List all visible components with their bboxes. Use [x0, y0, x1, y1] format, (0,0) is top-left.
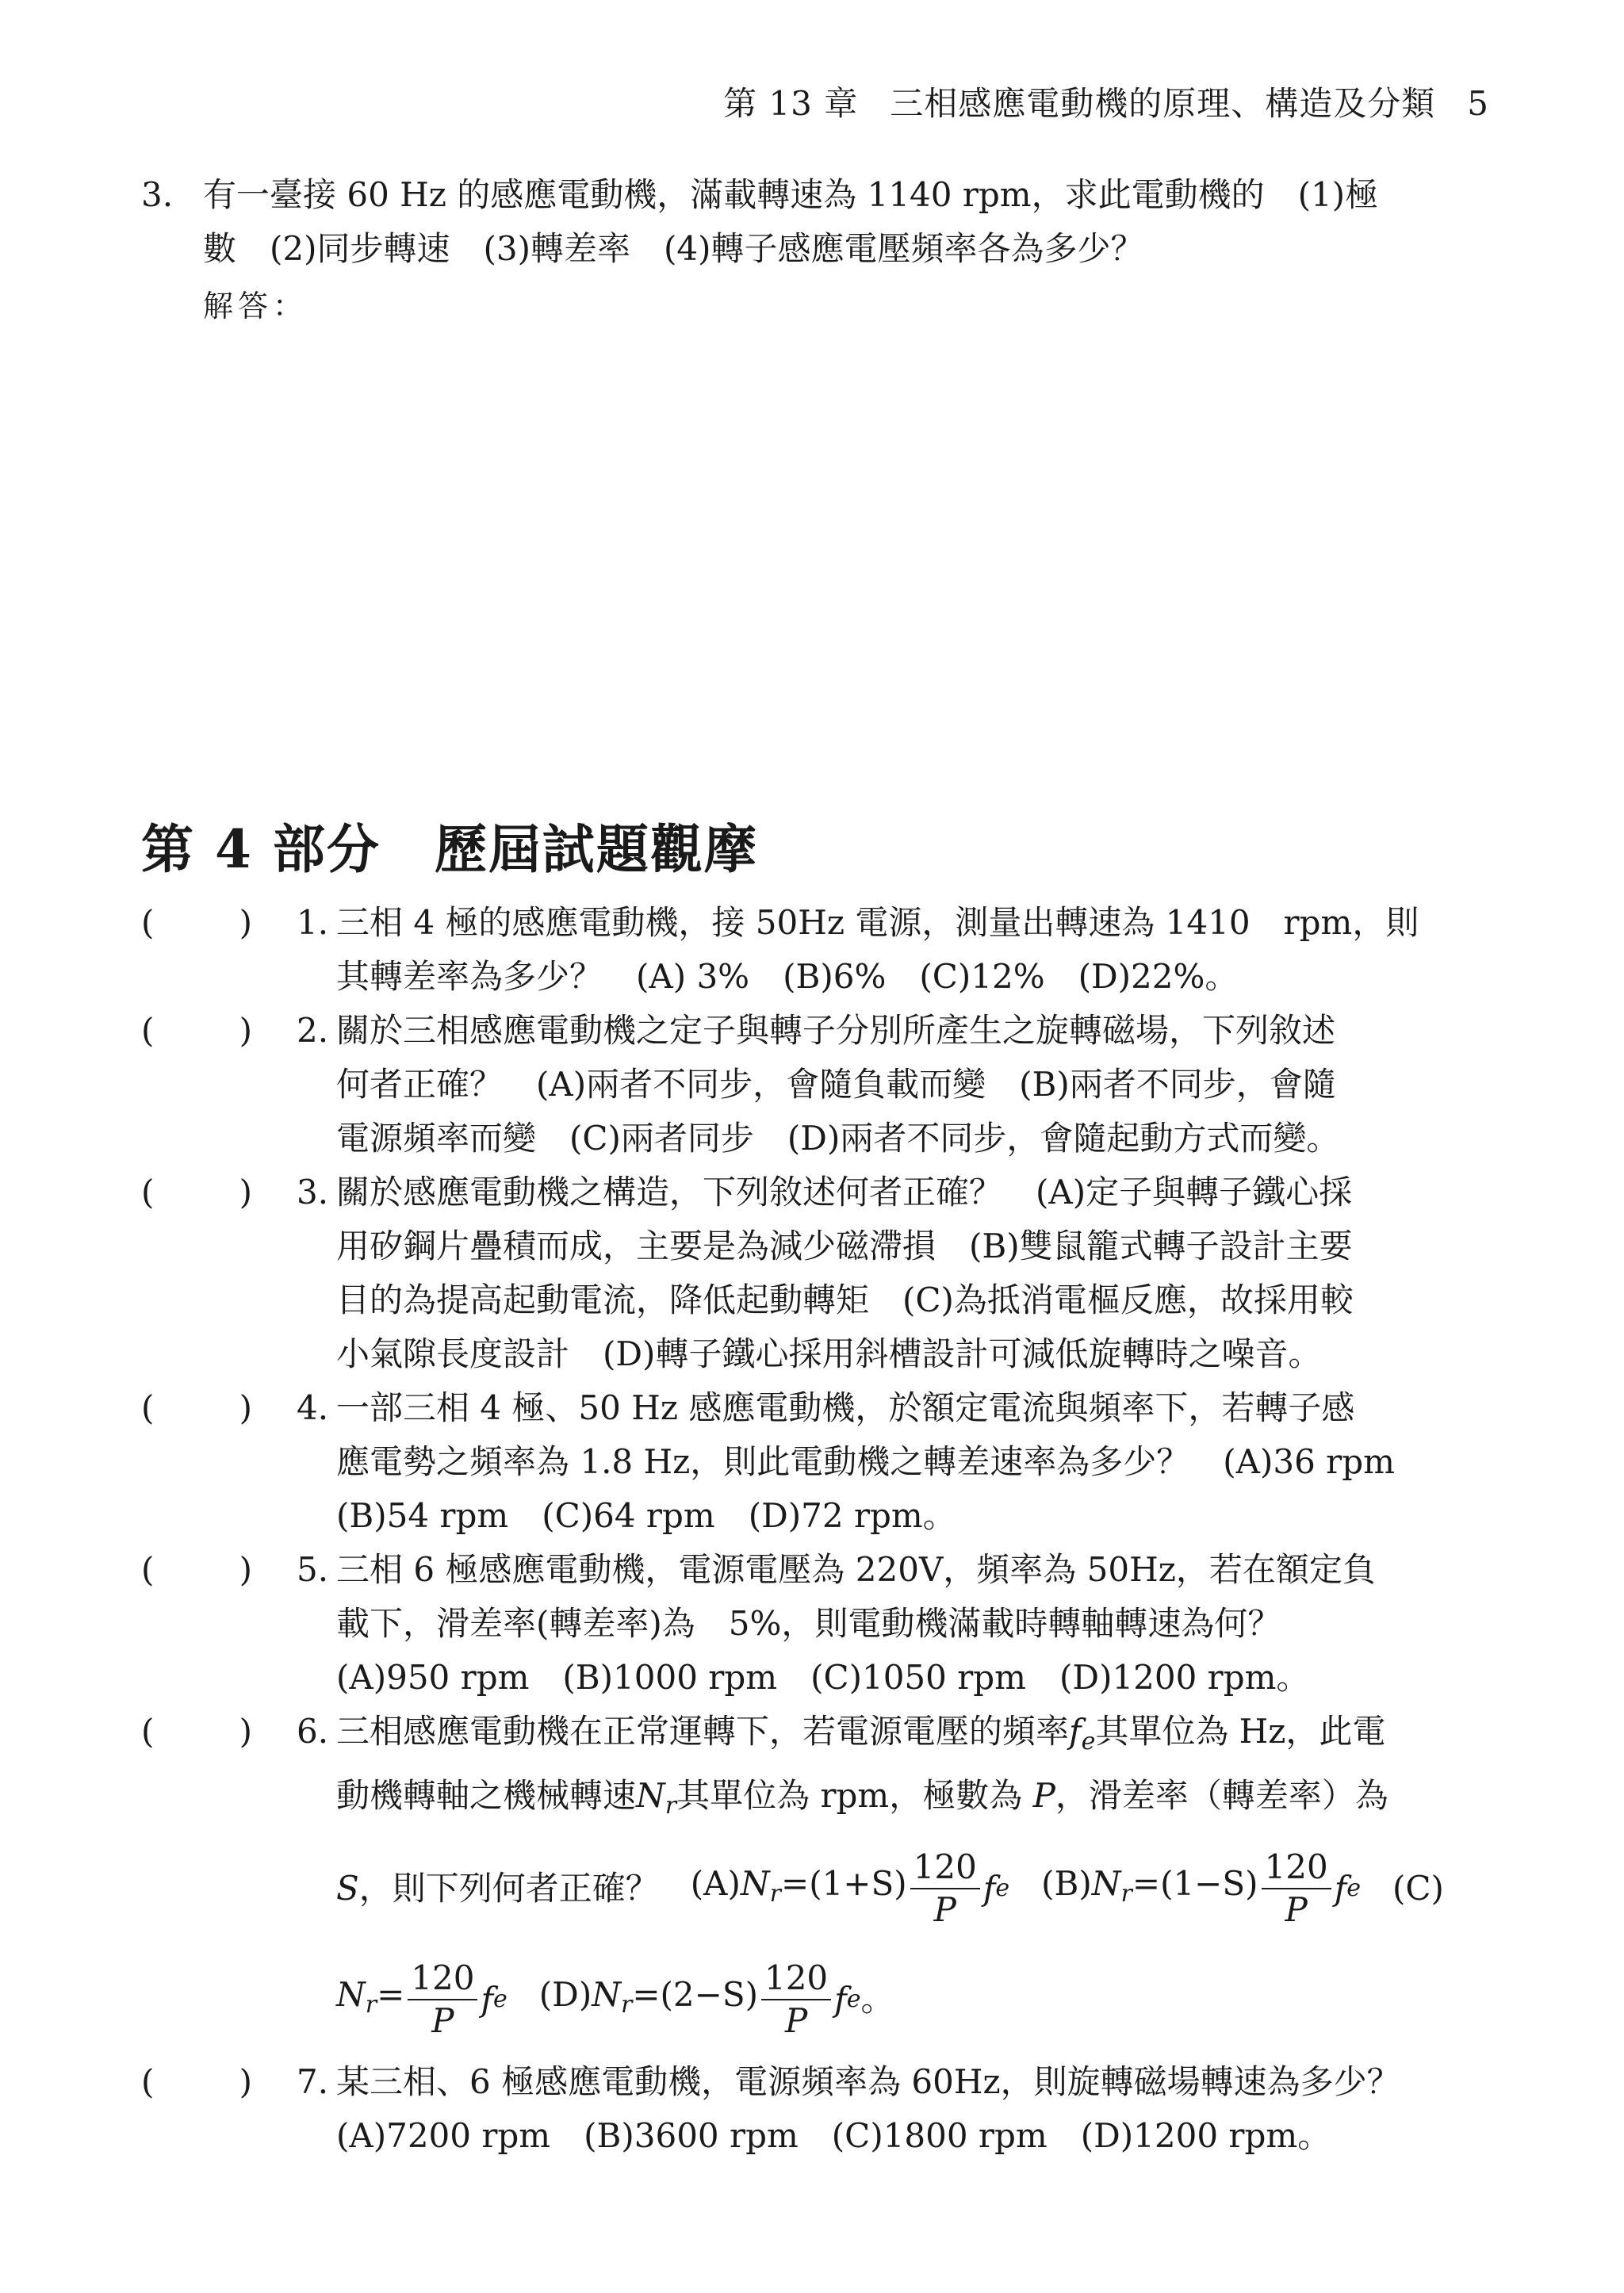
header-title: 三相感應電動機的原理、構造及分類 — [890, 84, 1436, 123]
question-line: 三相感應電動機在正常運轉下，若電源電壓的頻率$f_e$其單位為 Hz，此電 — [336, 1712, 1386, 1755]
question-number: 7. — [297, 2062, 329, 2101]
option-d: $(D)N_r=(2-S)$ — [538, 1974, 758, 2019]
question-number: 3. — [297, 1173, 329, 1212]
page-number: 5 — [1467, 84, 1489, 123]
exercise-number: 3. — [141, 175, 174, 214]
question-line: 動機轉軸之機械轉速$N_r$其單位為 rpm，極數為 P，滑差率（轉差率）為 — [336, 1776, 1388, 1820]
question-item — [141, 1166, 1489, 1381]
question-line: 關於三相感應電動機之定子與轉子分別所產生之旋轉磁場，下列敘述 — [336, 1011, 1336, 1050]
answer-blank: ( ) — [141, 2062, 252, 2101]
question-number: 5. — [297, 1550, 329, 1589]
question-number: 1. — [297, 903, 329, 942]
header-chapter: 第 13 章 — [723, 84, 859, 123]
question-item — [141, 2055, 1489, 2163]
question-item — [141, 1381, 1489, 1543]
formula-line: S ，則下列何者正確？ $(A)N_r=(1+S)$ $\frac{120}{P}$ f e $(B)N_r=(1-S)$ $\frac{120}{P}$ f e (C) — [336, 1847, 1444, 1929]
question-list — [141, 896, 1489, 2163]
option-c-label: (C) — [1392, 1869, 1444, 1908]
question-line: 何者正確？ (A)兩者不同步，會隨負載而變 (B)兩者不同步，會隨 — [336, 1065, 1336, 1104]
question-line: 小氣隙長度設計 (D)轉子鐵心採用斜槽設計可減低旋轉時之噪音。 — [336, 1334, 1322, 1373]
question-line: 目的為提高起動電流，降低起動轉矩 (C)為抵消電樞反應，故採用較 — [336, 1280, 1354, 1319]
question-number: 2. — [297, 1011, 329, 1050]
running-header — [723, 78, 1489, 125]
question-line: (A)950 rpm (B)1000 rpm (C)1050 rpm (D)1200 rpm。 — [336, 1658, 1310, 1697]
question-line: 某三相、6 極感應電動機，電源頻率為 60Hz，則旋轉磁場轉速為多少？ — [336, 2062, 1400, 2101]
answer-blank: ( ) — [141, 1011, 252, 1050]
exercise-line-1: 有一臺接 60 Hz 的感應電動機，滿載轉速為 1140 rpm，求此電動機的 (1)極 — [203, 175, 1379, 214]
question-line: 關於感應電動機之構造，下列敘述何者正確？ (A)定子與轉子鐵心採 — [336, 1173, 1353, 1212]
answer-blank: ( ) — [141, 1388, 252, 1427]
section-title: 第 4 部分 歷屆試題觀摩 — [141, 818, 758, 880]
option-b: $(B)N_r=(1-S)$ — [1041, 1863, 1258, 1908]
answer-blank: ( ) — [141, 1173, 252, 1212]
question-item — [141, 1004, 1489, 1166]
question-line: (B)54 rpm (C)64 rpm (D)72 rpm。 — [336, 1496, 956, 1535]
answer-blank: ( ) — [141, 903, 252, 942]
option-a: $(A)N_r=(1+S)$ — [690, 1863, 907, 1908]
formula-line: $N_r=$ $\frac{120}{P}$ f e $(D)N_r=(2-S)$ $\frac{120}{P}$ f e 。 — [336, 1958, 894, 2040]
question-line: 電源頻率而變 (C)兩者同步 (D)兩者不同步，會隨起動方式而變。 — [336, 1119, 1340, 1158]
question-number: 6. — [297, 1712, 329, 1751]
question-item — [141, 896, 1489, 1004]
question-item — [141, 1543, 1489, 1705]
question-number: 4. — [297, 1388, 329, 1427]
question-line: 三相 6 極感應電動機，電源電壓為 220V，頻率為 50Hz，若在額定負 — [336, 1550, 1376, 1589]
exercise-line-2: 數 (2)同步轉速 (3)轉差率 (4)轉子感應電壓頻率各為多少？ — [203, 229, 1144, 268]
option-c: $N_r=$ — [336, 1974, 405, 2019]
question-line: 其轉差率為多少？ (A) 3% (B)6% (C)12% (D)22%。 — [336, 957, 1239, 996]
answer-blank: ( ) — [141, 1550, 252, 1589]
question-line: 載下，滑差率(轉差率)為 5%，則電動機滿載時轉軸轉速為何？ — [336, 1604, 1281, 1643]
question-line: 應電勢之頻率為 1.8 Hz，則此電動機之轉差速率為多少？ (A)36 rpm — [336, 1442, 1395, 1481]
fraction: $\frac{120}{P}$ — [1262, 1847, 1331, 1931]
fraction: $\frac{120}{P}$ — [910, 1847, 980, 1931]
answer-blank: ( ) — [141, 1712, 252, 1751]
question-line: 一部三相 4 極、50 Hz 感應電動機，於額定電流與頻率下，若轉子感 — [336, 1388, 1355, 1427]
exercise-question — [141, 168, 1489, 333]
answer-label: 解答： — [203, 289, 308, 323]
question-line: 用矽鋼片疊積而成，主要是為減少磁滯損 (B)雙鼠籠式轉子設計主要 — [336, 1227, 1353, 1265]
fraction: $\frac{120}{P}$ — [761, 1958, 831, 2042]
question-line: 三相 4 極的感應電動機，接 50Hz 電源，測量出轉速為 1410 rpm，則 — [336, 903, 1419, 942]
question-line: (A)7200 rpm (B)3600 rpm (C)1800 rpm (D)1200 rpm。 — [336, 2116, 1331, 2155]
fraction: $\frac{120}{P}$ — [408, 1958, 477, 2042]
question-item — [141, 1705, 1489, 2055]
